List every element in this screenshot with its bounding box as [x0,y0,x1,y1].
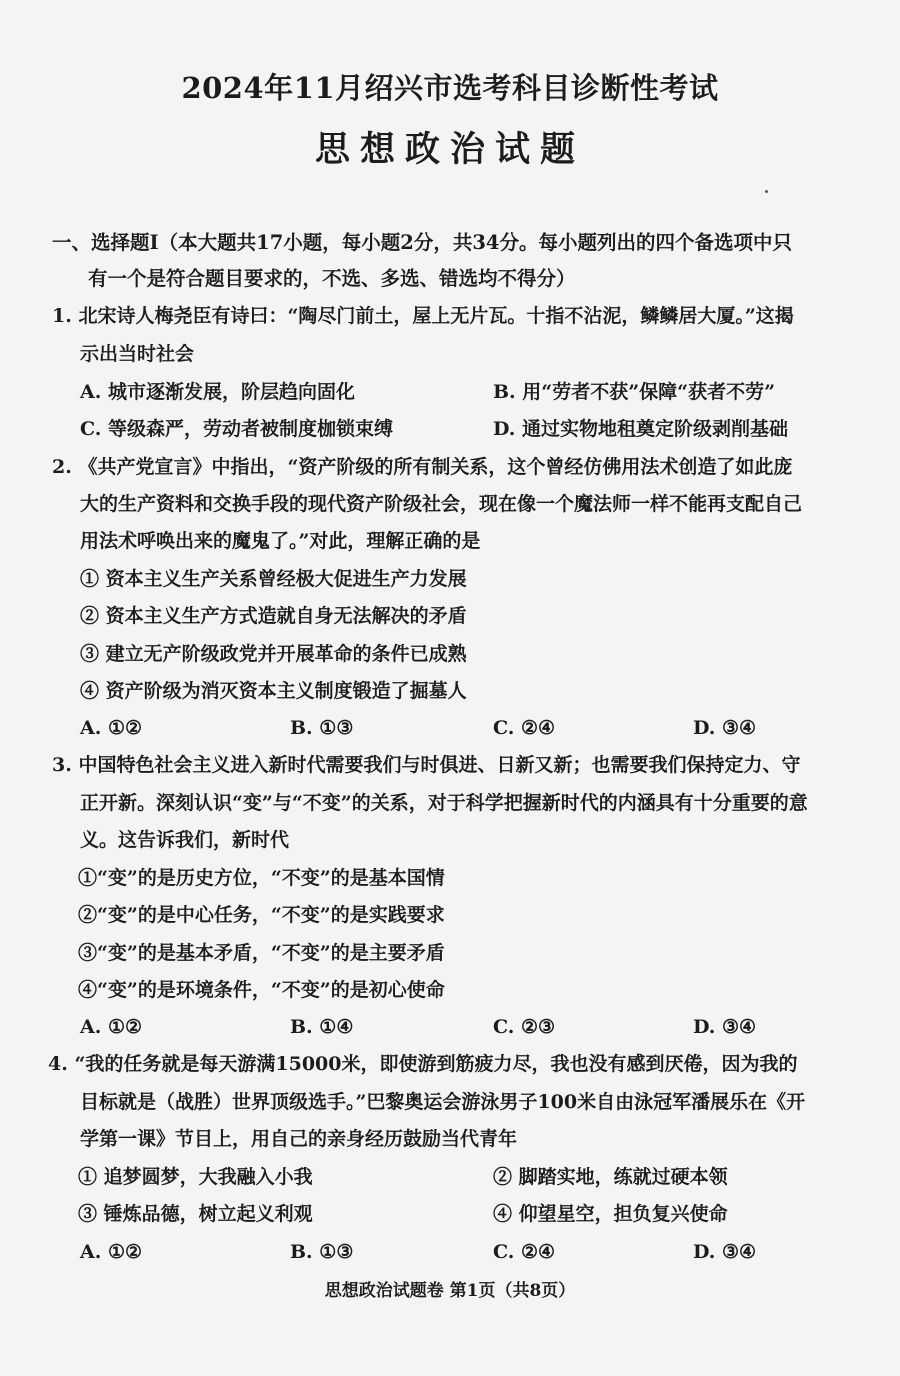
q1-option-c: C. 等级森严，劳动者被制度枷锁束缚 [80,418,394,440]
q4-statement-1: ① 追梦圆梦，大我融入小我 [78,1166,313,1188]
q4-stem-line3: 学第一课》节目上，用自己的亲身经历鼓励当代青年 [80,1128,518,1150]
q3-option-d: D. ③④ [693,1016,757,1038]
page-footer: 思想政治试题卷 第1页（共8页） [324,1281,576,1301]
q4-option-a: A. ①② [80,1241,143,1263]
q4-statement-4: ④ 仰望星空，担负复兴使命 [493,1203,728,1225]
q2-option-b: B. ①③ [290,717,354,739]
q2-statement-3: ③ 建立无产阶级政党并开展革命的条件已成熟 [80,643,467,665]
q2-option-d: D. ③④ [693,717,757,739]
q3-statement-4: ④“变”的是环境条件，“不变”的是初心使命 [78,979,445,1001]
q2-stem-line1: 2. 《共产党宣言》中指出，“资产阶级的所有制关系，这个曾经仿佛用法术创造了如此庞 [52,456,793,478]
q4-option-d: D. ③④ [693,1241,757,1263]
q4-statement-3: ③ 锤炼品德，树立起义利观 [78,1203,313,1225]
q2-option-a: A. ①② [80,717,143,739]
subject-title: 思想政治试题 [314,129,585,170]
exam-title: 2024年11月绍兴市选考科目诊断性考试 [181,71,719,105]
scan-speck [765,190,768,193]
q2-statement-2: ② 资本主义生产方式造就自身无法解决的矛盾 [80,605,467,627]
q1-option-a: A. 城市逐渐发展，阶层趋向固化 [80,381,355,403]
q3-option-c: C. ②③ [493,1016,556,1038]
q2-stem-line3: 用法术呼唤出来的魔鬼了。”对此，理解正确的是 [80,530,481,552]
q3-statement-1: ①“变”的是历史方位，“不变”的是基本国情 [78,867,445,889]
q4-option-b: B. ①③ [290,1241,354,1263]
q1-stem-line2: 示出当时社会 [80,343,195,365]
q3-stem-line1: 3. 中国特色社会主义进入新时代需要我们与时俱进、日新又新；也需要我们保持定力、守 [52,754,801,776]
q2-option-c: C. ②④ [493,717,556,739]
q2-stem-line2: 大的生产资料和交换手段的现代资产阶级社会，现在像一个魔法师一样不能再支配自己 [80,493,803,515]
q1-option-b: B. 用“劳者不获”保障“获者不劳” [493,381,776,403]
q4-statement-2: ② 脚踏实地，练就过硬本领 [493,1166,728,1188]
q3-stem-line2: 正开新。深刻认识“变”与“不变”的关系，对于科学把握新时代的内涵具有十分重要的意 [80,792,808,814]
q3-option-a: A. ①② [80,1016,143,1038]
q2-statement-4: ④ 资产阶级为消灭资本主义制度锻造了掘墓人 [80,680,467,702]
q2-statement-1: ① 资本主义生产关系曾经极大促进生产力发展 [80,568,467,590]
q3-statement-3: ③“变”的是基本矛盾，“不变”的是主要矛盾 [78,942,445,964]
q1-stem-line1: 1. 北宋诗人梅尧臣有诗曰：“陶尽门前土，屋上无片瓦。十指不沾泥，鳞鳞居大厦。”这揭 [52,305,794,327]
q4-option-c: C. ②④ [493,1241,556,1263]
section-heading: 一、选择题Ⅰ（本大题共17小题，每小题2分，共34分。每小题列出的四个备选项中只 [52,231,792,254]
q1-option-d: D. 通过实物地租奠定阶级剥削基础 [493,418,789,440]
section-instructions: 有一个是符合题目要求的，不选、多选、错选均不得分） [88,267,576,290]
q3-stem-line3: 义。这告诉我们，新时代 [80,829,290,851]
q3-statement-2: ②“变”的是中心任务，“不变”的是实践要求 [78,904,445,926]
q4-stem-line2: 目标就是（战胜）世界顶级选手。”巴黎奥运会游泳男子100米自由泳冠军潘展乐在《开 [80,1091,806,1113]
q4-stem-line1: 4. “我的任务就是每天游满15000米，即使游到筋疲力尽，我也没有感到厌倦，因为我的 [48,1053,798,1075]
q3-option-b: B. ①④ [290,1016,354,1038]
